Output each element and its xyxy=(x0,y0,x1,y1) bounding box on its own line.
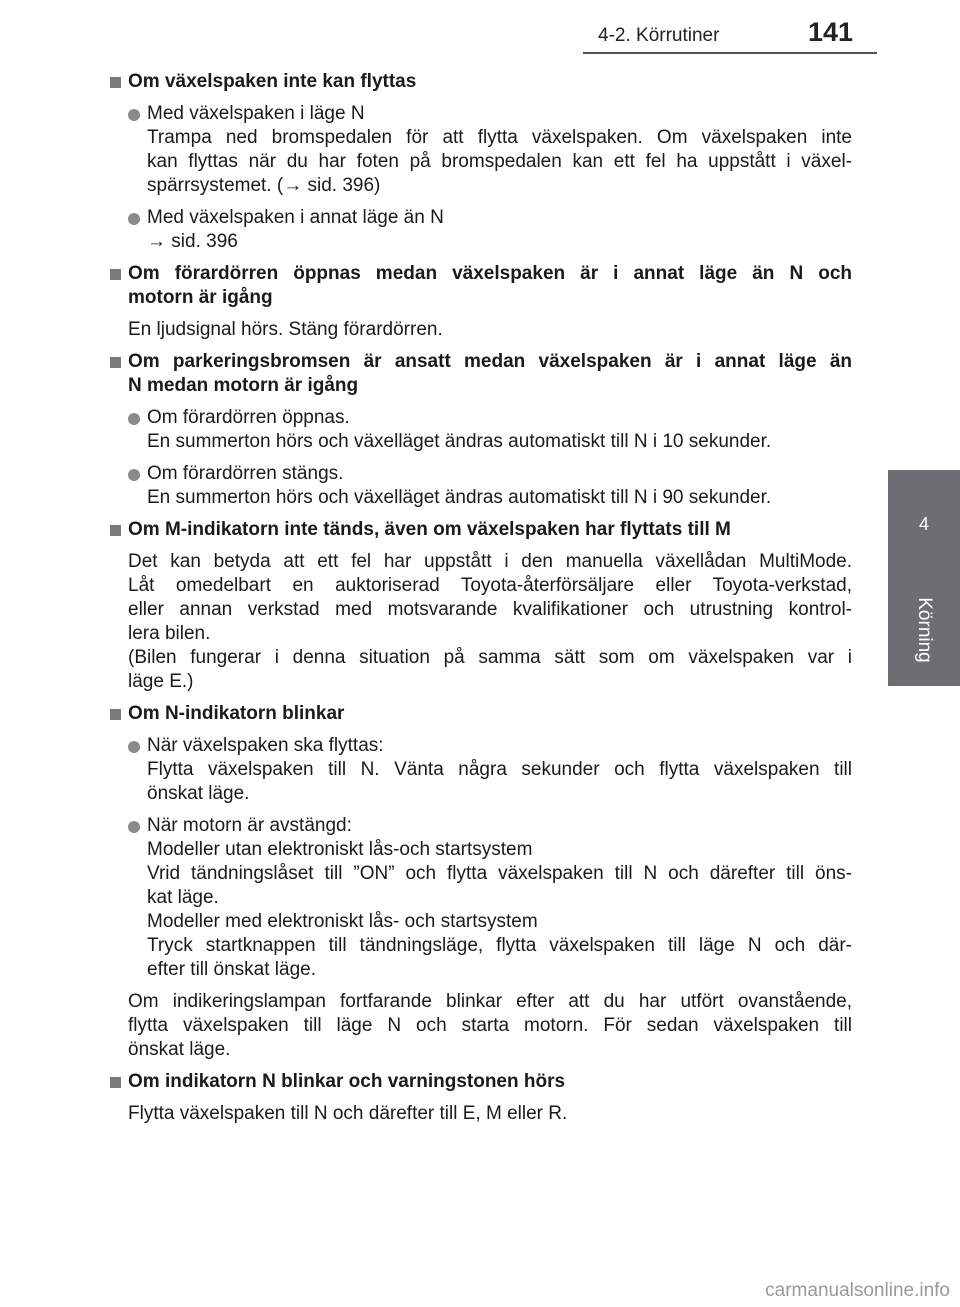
section-n-indicator-blinks xyxy=(110,702,852,1062)
section-heading: Om N-indikatorn blinkar xyxy=(110,702,852,726)
page-content xyxy=(110,70,852,1134)
section-n-indicator-warning-tone xyxy=(110,1070,852,1126)
page-number: 141 xyxy=(808,17,854,47)
chapter-number: 4 xyxy=(918,514,929,534)
circle-bullet-icon xyxy=(128,741,140,753)
paragraph: En ljudsignal hörs. Stäng förardörren. xyxy=(128,319,443,340)
square-bullet-icon xyxy=(110,525,121,536)
page-header xyxy=(0,0,960,58)
list-item: När motorn är avstängd: Modeller utan elektroniskt lås-och startsystem Vrid tändningslåset till ”ON” och flytta växelspaken till N och därefter till öns- kat läge. Modeller med elektroniskt lås- och startsystem Tryck startknappen till tändningsläge, flytta växelspaken till läge N och där- efter till önskat läge. xyxy=(110,814,852,982)
paragraph: Flytta växelspaken till N och därefter till E, M eller R. xyxy=(128,1103,568,1124)
circle-bullet-icon xyxy=(128,821,140,833)
square-bullet-icon xyxy=(110,357,121,368)
section-heading: Om indikatorn N blinkar och varningstonen hörs xyxy=(110,1070,852,1094)
circle-bullet-icon xyxy=(128,413,140,425)
square-bullet-icon xyxy=(110,77,121,88)
square-bullet-icon xyxy=(110,709,121,720)
page-reference: → sid. 396 xyxy=(147,231,238,252)
section-heading: Om förardörren öppnas medan växelspaken är i annat läge än N och motorn är igång xyxy=(110,262,852,310)
section-parking-brake xyxy=(110,350,852,510)
section-gear-lever-stuck xyxy=(110,70,852,254)
list-item: Om förardörren stängs. En summerton hörs och växelläget ändras automatiskt till N i 90 sekunder. xyxy=(110,462,852,510)
section-heading: Om växelspaken inte kan flyttas xyxy=(110,70,852,94)
circle-bullet-icon xyxy=(128,109,140,121)
square-bullet-icon xyxy=(110,269,121,280)
chapter-title: Körning xyxy=(914,597,935,663)
list-item: När växelspaken ska flyttas: Flytta växelspaken till N. Vänta några sekunder och flytta växelspaken till önskat läge. xyxy=(110,734,852,806)
list-item: Med växelspaken i annat läge än N → sid. 396 xyxy=(110,206,852,254)
list-item: Om förardörren öppnas. En summerton hörs och växelläget ändras automatiskt till N i 10 sekunder. xyxy=(110,406,852,454)
section-heading: Om M-indikatorn inte tänds, även om växelspaken har flyttats till M xyxy=(110,518,852,542)
watermark: carmanualsonline.info xyxy=(765,1280,950,1301)
circle-bullet-icon xyxy=(128,213,140,225)
section-m-indicator xyxy=(110,518,852,694)
chapter-tab xyxy=(888,470,960,686)
square-bullet-icon xyxy=(110,1077,121,1088)
section-title: 4-2. Körrutiner xyxy=(598,25,720,46)
circle-bullet-icon xyxy=(128,469,140,481)
list-item: Med växelspaken i läge N Trampa ned bromspedalen för att flytta växelspaken. Om växelspaken inte kan flyttas när du har foten på bromspedalen kan ett fel ha uppstått i växel- spärrsystemet. (→ sid. 396) xyxy=(110,102,852,198)
header-divider xyxy=(583,52,877,54)
section-heading: Om parkeringsbromsen är ansatt medan växelspaken är i annat läge än N medan motorn är igång xyxy=(110,350,852,398)
paragraph: Det kan betyda att ett fel har uppstått i den manuella växellådan MultiMode. Låt omedelbart en auktoriserad Toyota-återförsäljare eller Toyota-verkstad, eller annan verkstad med motsvarande kvalifikationer och utrustning kontrol- lera bilen. (Bilen fungerar i denna situation på samma sätt som om växelspaken var i läge E.) xyxy=(128,551,852,692)
paragraph: Om indikeringslampan fortfarande blinkar efter att du har utfört ovanstående, flytta växelspaken till läge N och starta motorn. För sedan växelspaken till önskat läge. xyxy=(128,991,852,1060)
section-driver-door-open xyxy=(110,262,852,342)
